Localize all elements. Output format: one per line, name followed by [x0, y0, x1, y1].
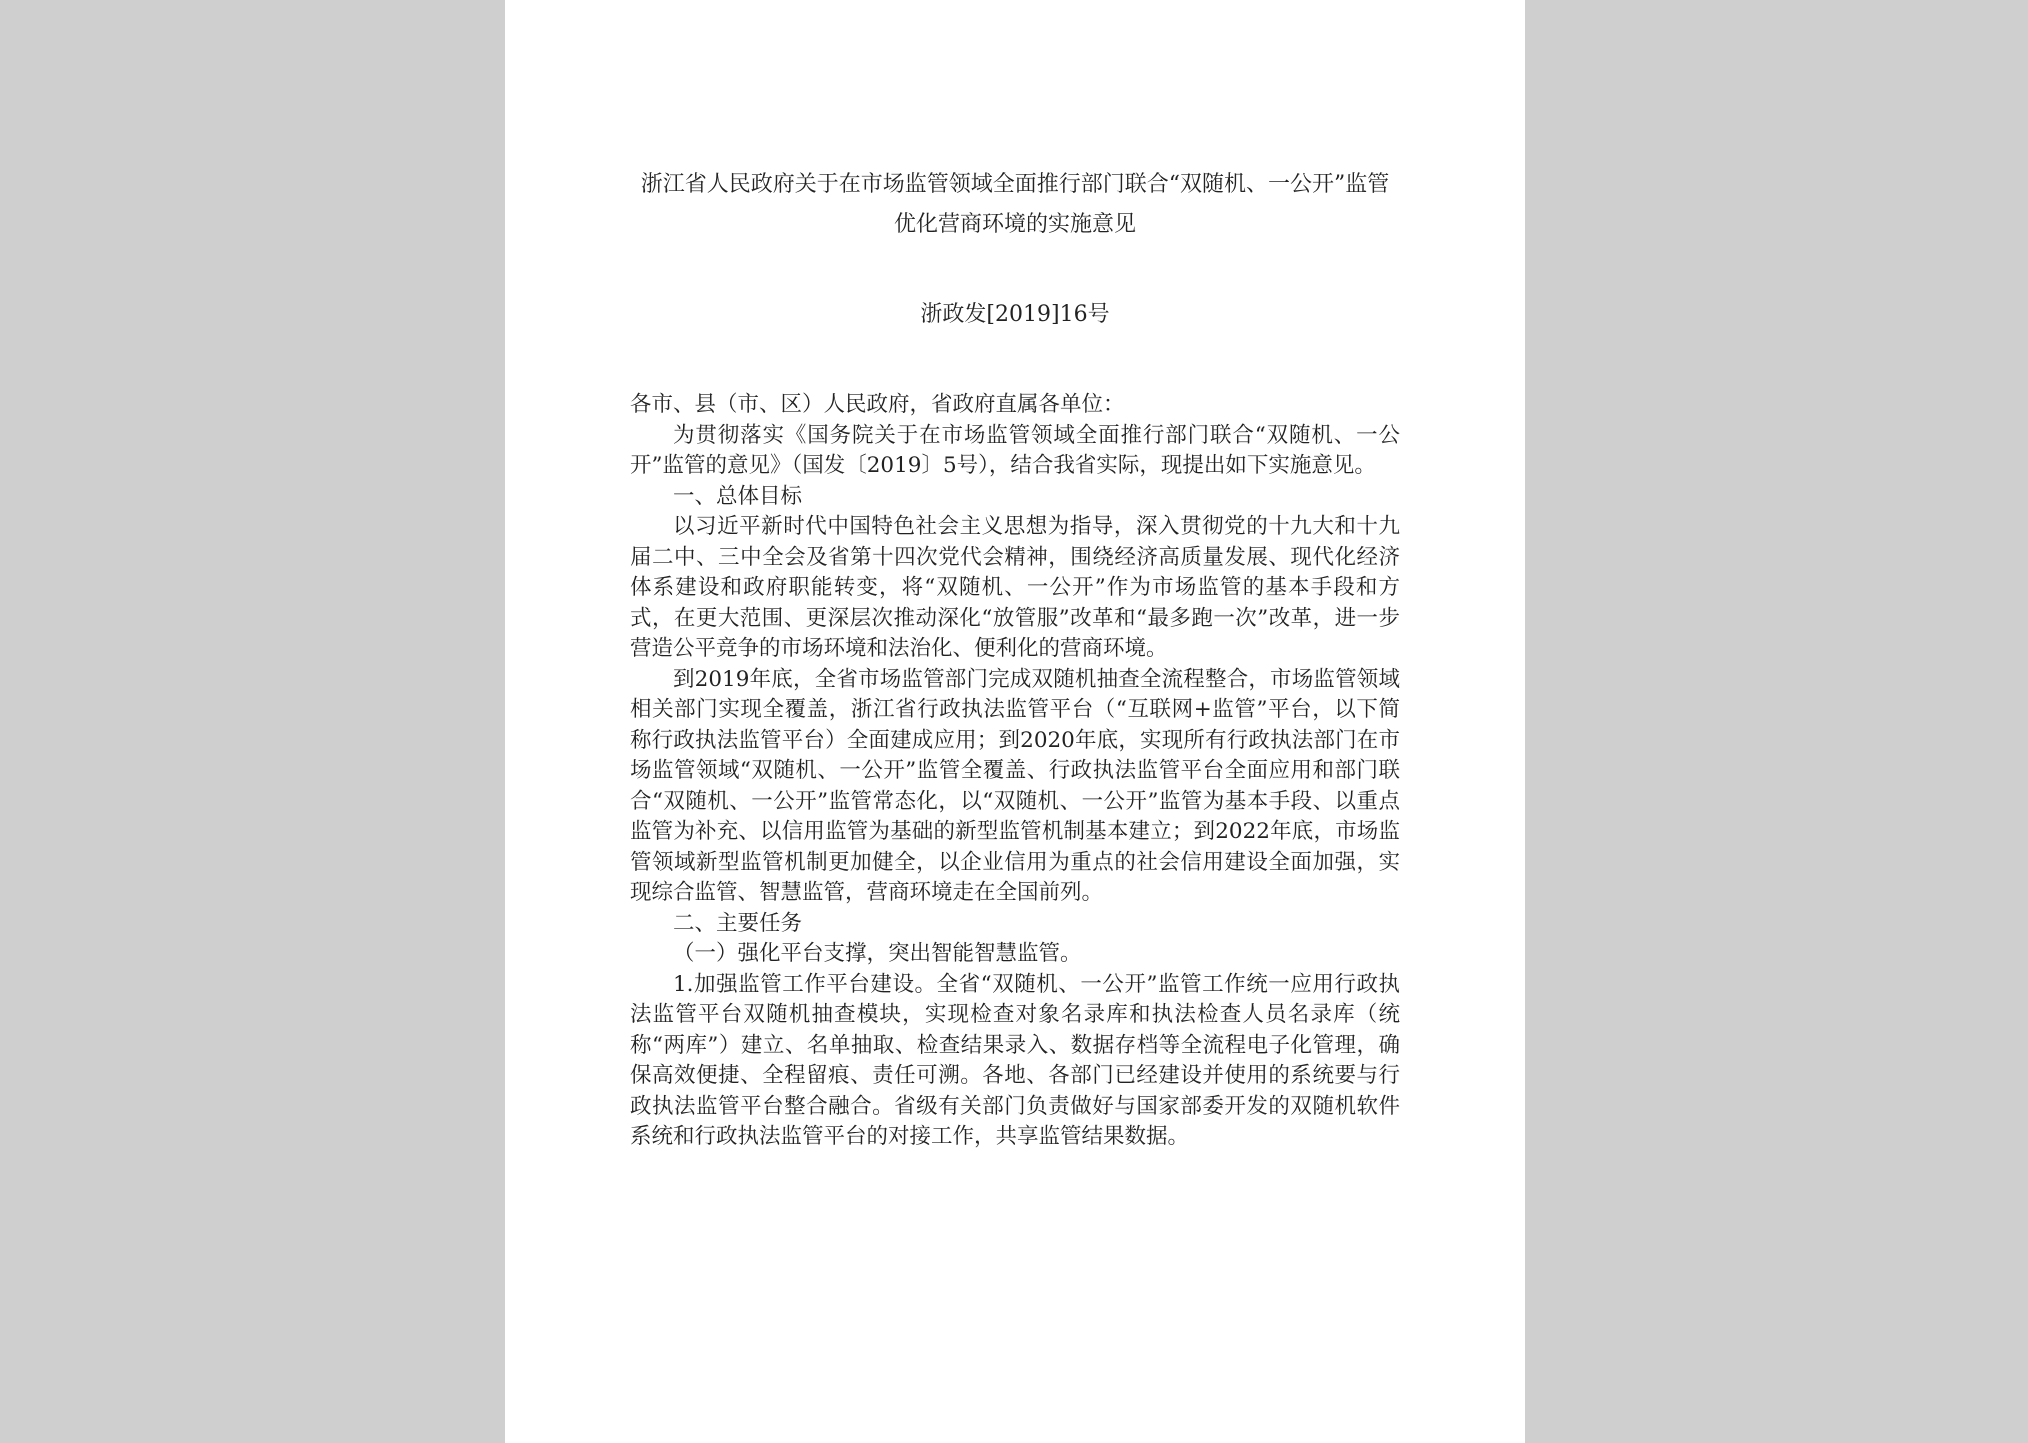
document-number: 浙政发[2019]16号 [920, 302, 1110, 327]
paragraph-timeline: 到2019年底，全省市场监管部门完成双随机抽查全流程整合，市场监管领域相关部门实现全覆盖，浙江省行政执法监管平台（“互联网+监管”平台，以下简称行政执法监管平台）全面建成应用；到2020年底，实现所有行政执法部门在市场监管领域“双随机、一公开”监管全覆盖、行政执法监管平台全面应用和部门联合“双随机、一公开”监管常态化，以“双随机、一公开”监管为基本手段、以重点监管为补充、以信用监管为基础的新型监管机制基本建立；到2022年底，市场监管领域新型监管机制更加健全，以企业信用为重点的社会信用建设全面加强，实现综合监管、智慧监管，营商环境走在全国前列。 [630, 666, 1400, 905]
section-heading-main-tasks: 二、主要任务 [673, 910, 803, 936]
paragraph-intro: 为贯彻落实《国务院关于在市场监管领域全面推行部门联合“双随机、一公开”监管的意见》（国发〔2019〕5号），结合我省实际，现提出如下实施意见。 [630, 422, 1400, 478]
subsection-heading-platform: （一）强化平台支撑，突出智能智慧监管。 [673, 941, 1082, 966]
document-body [630, 390, 1400, 1153]
document-title: 浙江省人民政府关于在市场监管领域全面推行部门联合“双随机、一公开”监管优化营商环境的实施意见 [640, 172, 1390, 237]
document-page [505, 0, 1525, 1443]
paragraph-guiding-thought: 以习近平新时代中国特色社会主义思想为指导，深入贯彻党的十九大和十九届二中、三中全会及省第十四次党代会精神，围绕经济高质量发展、现代化经济体系建设和政府职能转变，将“双随机、一公开”作为市场监管的基本手段和方式，在更大范围、更深层次推动深化“放管服”改革和“最多跑一次”改革，进一步营造公平竞争的市场环境和法治化、便利化的营商环境。 [630, 514, 1400, 661]
addressee: 各市、县（市、区）人民政府，省政府直属各单位： [630, 392, 1125, 417]
paragraph-platform-construction: 1.加强监管工作平台建设。全省“双随机、一公开”监管工作统一应用行政执法监管平台双随机抽查模块，实现检查对象名录库和执法检查人员名录库（统称“两库”）建立、名单抽取、检查结果录入、数据存档等全流程电子化管理，确保高效便捷、全程留痕、责任可溯。各地、各部门已经建设并使用的系统要与行政执法监管平台整合融合。省级有关部门负责做好与国家部委开发的双随机软件系统和行政执法监管平台的对接工作，共享监管结果数据。 [630, 971, 1400, 1149]
section-heading-overall-goals: 一、总体目标 [673, 483, 803, 509]
